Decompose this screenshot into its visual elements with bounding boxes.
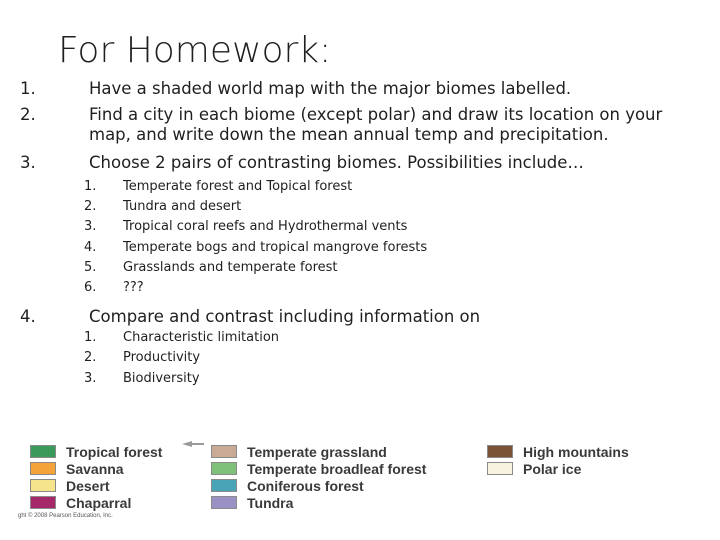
legend-swatch — [211, 462, 237, 475]
legend-label: Savanna — [66, 461, 124, 477]
legend-label: Tundra — [247, 495, 294, 511]
sublist-text: Tropical coral reefs and Hydrothermal vents — [123, 219, 408, 234]
list-number: 4. — [20, 307, 36, 326]
legend-label: Desert — [66, 478, 110, 494]
sublist-text: Temperate forest and Topical forest — [123, 179, 353, 194]
sublist-number: 1. — [84, 330, 97, 345]
legend-swatch — [487, 462, 513, 475]
sublist-number: 6. — [84, 280, 97, 295]
list-number: 1. — [20, 79, 36, 98]
sublist-number: 4. — [84, 240, 97, 255]
slide-title: For Homework: — [58, 30, 332, 71]
legend-swatch — [30, 445, 56, 458]
list-text: Have a shaded world map with the major biomes labelled. — [89, 79, 572, 98]
list-text: Compare and contrast including information on — [89, 307, 481, 326]
legend-swatch — [30, 462, 56, 475]
legend-label: Tropical forest — [66, 444, 163, 460]
sublist-number: 3. — [84, 371, 97, 386]
sublist-text: Characteristic limitation — [123, 330, 280, 345]
sublist-text: Tundra and desert — [123, 199, 242, 214]
list-text-continued: map, and write down the mean annual temp and precipitation. — [89, 125, 609, 144]
copyright-text: ght © 2008 Pearson Education, Inc. — [18, 513, 113, 519]
list-text: Choose 2 pairs of contrasting biomes. Possibilities include… — [89, 153, 584, 172]
legend-label: Temperate broadleaf forest — [247, 461, 427, 477]
list-number: 3. — [20, 153, 36, 172]
legend-label: Temperate grassland — [247, 444, 387, 460]
legend-swatch — [30, 496, 56, 509]
legend-label: Coniferous forest — [247, 478, 364, 494]
legend-label: Chaparral — [66, 495, 132, 511]
sublist-text: Productivity — [123, 350, 201, 365]
sublist-text: Grasslands and temperate forest — [123, 260, 338, 275]
legend-swatch — [211, 445, 237, 458]
legend-label: High mountains — [523, 444, 629, 460]
legend-swatch — [487, 445, 513, 458]
sublist-number: 2. — [84, 350, 97, 365]
legend-label: Polar ice — [523, 461, 582, 477]
legend-swatch — [30, 479, 56, 492]
sublist-text: Biodiversity — [123, 371, 200, 386]
sublist-text: ??? — [123, 280, 144, 295]
sublist-number: 2. — [84, 199, 97, 214]
arrow-icon — [182, 440, 206, 448]
sublist-number: 1. — [84, 179, 97, 194]
legend-swatch — [211, 479, 237, 492]
sublist-number: 3. — [84, 219, 97, 234]
list-text: Find a city in each biome (except polar) and draw its location on your — [89, 105, 663, 124]
legend-swatch — [211, 496, 237, 509]
sublist-number: 5. — [84, 260, 97, 275]
list-number: 2. — [20, 105, 36, 124]
sublist-text: Temperate bogs and tropical mangrove forests — [123, 240, 428, 255]
